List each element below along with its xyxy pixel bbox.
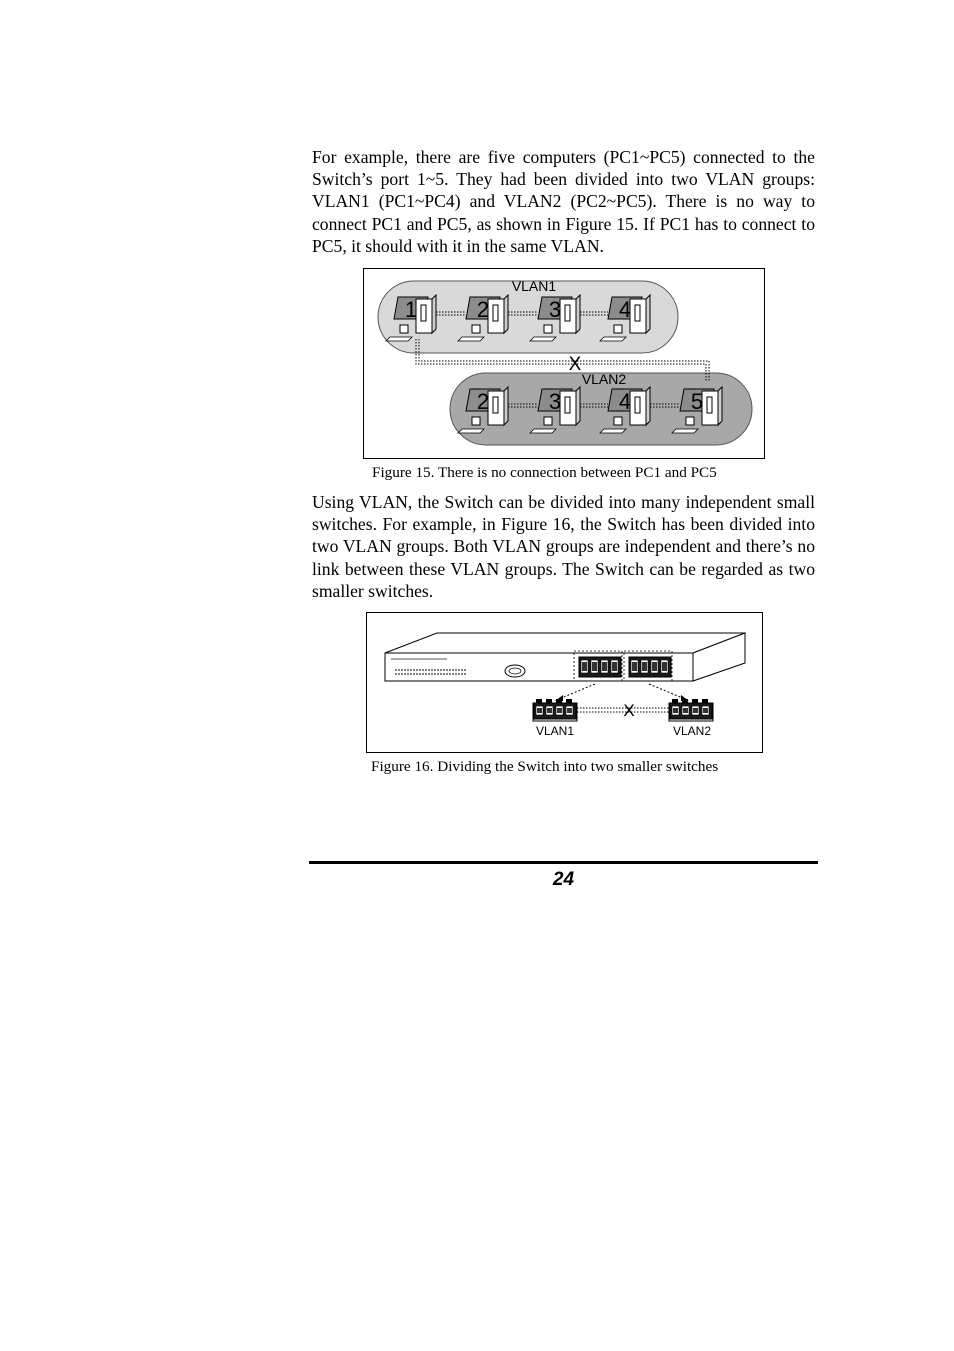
figure-16-svg	[367, 613, 762, 752]
figure-16-switch-diagram	[366, 612, 763, 753]
port-block	[534, 703, 576, 719]
vlan2-label: VLAN2	[672, 724, 712, 738]
computer-number: 4	[618, 389, 632, 414]
computer-number: 3	[548, 389, 562, 414]
computer-number: 4	[618, 297, 632, 322]
arrow-to-vlan2	[649, 684, 685, 699]
figure-15-svg	[364, 269, 764, 458]
vlan2-label: VLAN2	[581, 371, 627, 387]
paragraph-vlan-switch: Using VLAN, the Switch can be divided into many independent small switches. For example, in Figure 16, the Switch has been divided into two VLAN groups. Both VLAN groups are independent and there’s no link between these VLAN groups. The Switch can be regarded as two smaller switches.	[312, 492, 815, 601]
port-block	[579, 657, 621, 677]
vlan2-small-switch	[669, 699, 713, 721]
vlan1-label: VLAN1	[535, 724, 575, 738]
computer-number: 3	[548, 297, 562, 322]
computer-number: 1	[404, 297, 418, 322]
arrow-to-vlan1	[559, 684, 595, 699]
console-port-icon	[505, 665, 525, 677]
computer-number: 2	[476, 297, 490, 322]
figure-15-caption: Figure 15. There is no connection between PC1 and PC5	[372, 464, 717, 481]
port-block	[670, 703, 712, 719]
paragraph-vlan-example: For example, there are five computers (PC1~PC5) connected to the Switch’s port 1~5. They had been divided into two VLAN groups: VLAN1 (PC1~PC4) and VLAN2 (PC2~PC5). There is no way to connect PC1 and PC5, as shown in Figure 15. If PC1 has to connect to PC5, it should with it in the same VLAN.	[312, 147, 815, 256]
figure-16-caption: Figure 16. Dividing the Switch into two smaller switches	[371, 758, 719, 775]
footer-rule	[309, 861, 818, 864]
computer-number: 2	[476, 389, 490, 414]
vlan1-small-switch	[533, 699, 577, 721]
port-block	[629, 657, 671, 677]
computer-number: 5	[690, 389, 704, 414]
no-link-mark: X	[623, 701, 635, 720]
figure-15-vlan-diagram	[363, 268, 765, 459]
page-number: 24	[552, 869, 575, 890]
switch-top	[385, 633, 745, 653]
no-link-mark: X	[568, 354, 582, 375]
vlan1-label: VLAN1	[511, 278, 557, 294]
